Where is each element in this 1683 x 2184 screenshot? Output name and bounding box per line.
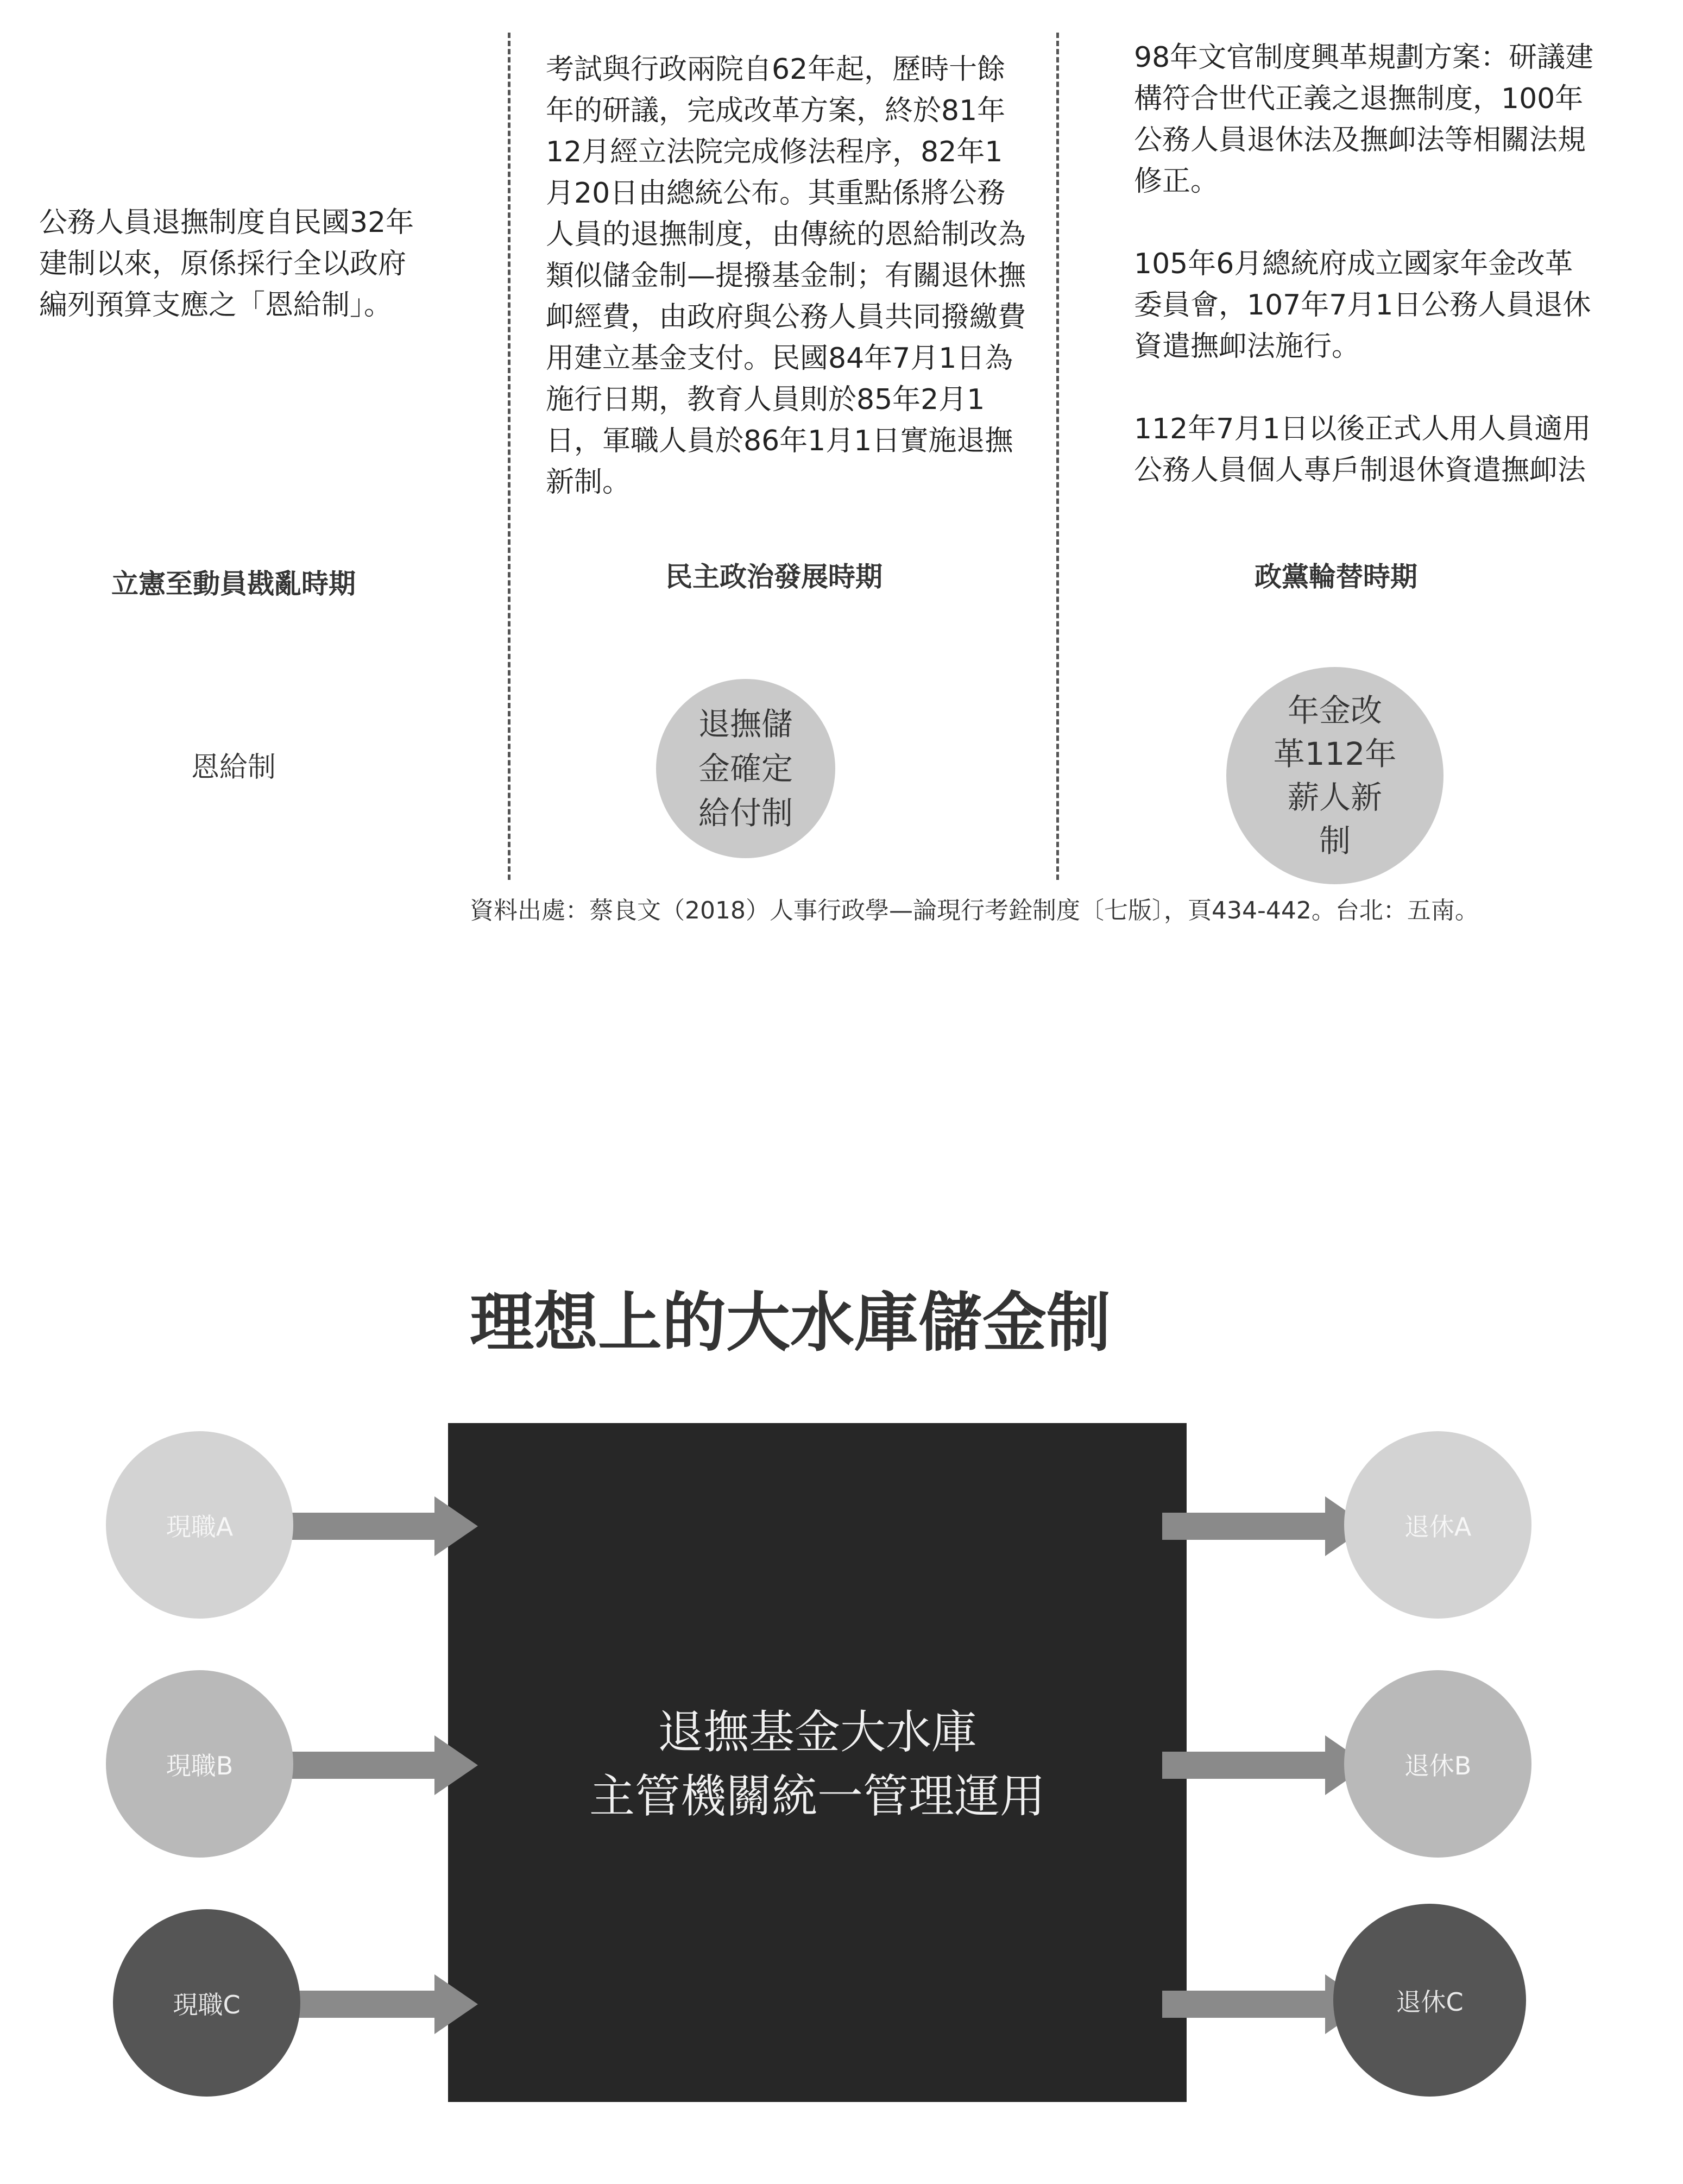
column-3-paragraph-1: 98年文官制度興革規劃方案：研議建構符合世代正義之退撫制度，100年公務人員退休法及撫卹法等相關法規修正。 <box>1134 41 1594 198</box>
output-node-b: 退休B <box>1344 1670 1531 1858</box>
diagram-title: 理想上的大水庫儲金制 <box>470 1285 1111 1360</box>
arrow-input-a <box>272 1496 478 1556</box>
input-node-b: 現職B <box>106 1670 293 1858</box>
column-3-system-line-1: 年金改 <box>1287 692 1382 729</box>
reservoir-label <box>448 1700 1187 1828</box>
column-3-system-line-2: 革112年 <box>1273 735 1397 772</box>
arrow-output-a <box>1162 1496 1369 1556</box>
input-node-a: 現職A <box>106 1431 293 1619</box>
column-3-description <box>1134 37 1601 491</box>
output-node-c: 退休C <box>1333 1904 1526 2097</box>
input-node-c: 現職C <box>113 1909 300 2097</box>
column-3-paragraph-3: 112年7月1日以後正式人用人員適用公務人員個人專戶制退休資遣撫卹法 <box>1134 413 1591 487</box>
column-2-system-line-2: 金確定 <box>698 750 793 787</box>
column-3-system-line-3: 薪人新 <box>1287 779 1382 816</box>
column-2-system-badge <box>656 679 835 858</box>
column-2-paragraph-1: 考試與行政兩院自62年起，歷時十餘年的研議，完成改革方案，終於81年12月經立法院完成修法程序，82年1月20日由總統公布。其重點係將公務人員的退撫制度，由傳統的恩給制改為類似儲金制—提撥基金制；有關退休撫卹經費，由政府與公務人員共同撥繳費用建立基金支付。民國84年7月1日為施行日期，教育人員則於85年2月1日，軍職人員於86年1月1日實施退撫新制。 <box>546 53 1026 499</box>
column-3-period: 政黨輪替時期 <box>1255 561 1417 593</box>
column-2-description <box>546 49 1029 503</box>
column-1-description <box>39 202 419 326</box>
column-1-period: 立憲至動員戡亂時期 <box>111 568 356 600</box>
column-2-system-line-1: 退撫儲 <box>698 706 793 742</box>
arrow-input-b <box>272 1735 478 1795</box>
column-2-system-line-3: 給付制 <box>698 795 793 832</box>
source-note: 資料出處：蔡良文（2018）人事行政學—論現行考銓制度〔七版〕，頁434-442。台北：五南。 <box>470 897 1479 924</box>
column-3-system-line-4: 制 <box>1319 822 1351 859</box>
arrow-output-b <box>1162 1735 1369 1795</box>
reservoir-label-line-2: 主管機關統一管理運用 <box>589 1770 1045 1823</box>
column-3-paragraph-2: 105年6月總統府成立國家年金改革委員會，107年7月1日公務人員退休資遣撫卹法施行。 <box>1134 248 1591 363</box>
reservoir-label-line-1: 退撫基金大水庫 <box>657 1705 977 1759</box>
output-node-a: 退休A <box>1344 1431 1531 1619</box>
column-2-period: 民主政治發展時期 <box>665 561 883 593</box>
column-1-paragraph-1: 公務人員退撫制度自民國32年建制以來，原係採行全以政府編列預算支應之「恩給制」。 <box>39 206 414 322</box>
column-1-system: 恩給制 <box>191 751 276 784</box>
reservoir-box <box>448 1423 1187 2102</box>
column-divider-2 <box>1056 33 1059 880</box>
arrow-input-c <box>272 1974 478 2034</box>
column-3-system-badge <box>1226 667 1444 884</box>
column-divider-1 <box>508 33 510 880</box>
